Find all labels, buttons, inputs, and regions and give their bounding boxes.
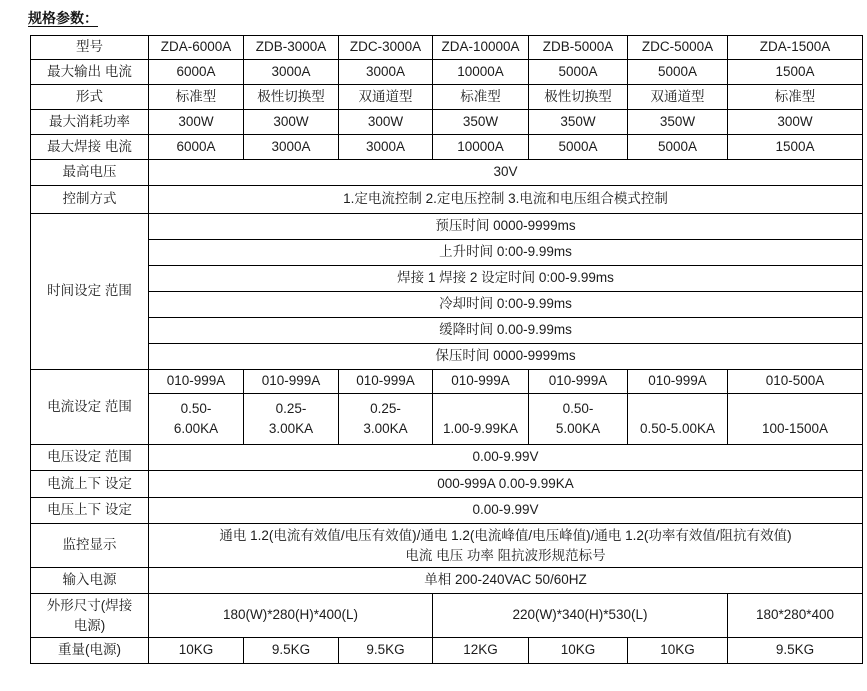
time-range-item: 保压时间 0000-9999ms xyxy=(149,344,863,370)
model-cell: ZDC-3000A xyxy=(339,36,433,60)
dim-label-line: 外形尺寸(焊接 xyxy=(46,597,133,613)
row-label: 输入电源 xyxy=(31,568,149,594)
value-cell-span: 单相 200-240VAC 50/60HZ xyxy=(149,568,863,594)
row-time-range-6 xyxy=(31,344,863,370)
row-time-range-5 xyxy=(31,318,863,344)
current-range-cell: 010-999A xyxy=(628,370,728,394)
time-range-item: 焊接 1 焊接 2 设定时间 0:00-9.99ms xyxy=(149,266,863,292)
weight-cell: 10KG xyxy=(149,638,244,664)
row-dimensions xyxy=(31,594,863,638)
value-cell: 300W xyxy=(149,110,244,135)
value-cell: 极性切换型 xyxy=(244,85,339,110)
row-max-power xyxy=(31,110,863,135)
row-label: 最大消耗功率 xyxy=(31,110,149,135)
range-line: 6.00KA xyxy=(173,421,219,436)
value-cell: 极性切换型 xyxy=(529,85,628,110)
model-cell: ZDB-3000A xyxy=(244,36,339,60)
current-range-cell xyxy=(728,394,863,445)
current-range-cell xyxy=(244,394,339,445)
row-monitor-display xyxy=(31,524,863,568)
row-control-mode xyxy=(31,186,863,214)
row-weight xyxy=(31,638,863,664)
model-cell: ZDA-10000A xyxy=(433,36,529,60)
dimension-cell: 220(W)*340(H)*530(L) xyxy=(433,594,728,638)
time-range-item: 缓降时间 0.00-9.99ms xyxy=(149,318,863,344)
value-cell-span: 0.00-9.99V xyxy=(149,498,863,524)
row-max-voltage xyxy=(31,160,863,186)
weight-cell: 10KG xyxy=(529,638,628,664)
value-cell: 10000A xyxy=(433,60,529,85)
range-line: 3.00KA xyxy=(268,421,314,436)
value-cell: 3000A xyxy=(244,135,339,160)
row-current-limit xyxy=(31,471,863,498)
row-label: 重量(电源) xyxy=(31,638,149,664)
weight-cell: 9.5KG xyxy=(339,638,433,664)
model-row-label: 型号 xyxy=(31,36,149,60)
model-cell: ZDA-1500A xyxy=(728,36,863,60)
range-line: 0.50-5.00KA xyxy=(639,421,716,436)
monitor-display-cell xyxy=(149,524,863,568)
time-range-item: 冷却时间 0:00-9.99ms xyxy=(149,292,863,318)
row-model xyxy=(31,36,863,60)
row-label-current-range: 电流设定 范围 xyxy=(31,370,149,445)
row-label: 最大输出 电流 xyxy=(31,60,149,85)
row-max-output-current xyxy=(31,60,863,85)
value-cell: 5000A xyxy=(529,135,628,160)
row-label-dimensions xyxy=(31,594,149,638)
model-cell: ZDA-6000A xyxy=(149,36,244,60)
value-cell: 双通道型 xyxy=(628,85,728,110)
range-line: 0.50- xyxy=(562,401,594,416)
row-label: 电流上下 设定 xyxy=(31,471,149,498)
row-input-power xyxy=(31,568,863,594)
weight-cell: 12KG xyxy=(433,638,529,664)
value-cell: 6000A xyxy=(149,135,244,160)
current-range-cell: 010-999A xyxy=(433,370,529,394)
value-cell: 标准型 xyxy=(149,85,244,110)
row-label: 电压上下 设定 xyxy=(31,498,149,524)
current-range-cell xyxy=(529,394,628,445)
current-range-cell: 010-500A xyxy=(728,370,863,394)
time-range-item: 预压时间 0000-9999ms xyxy=(149,214,863,240)
weight-cell: 9.5KG xyxy=(728,638,863,664)
row-time-range-2 xyxy=(31,240,863,266)
row-label: 控制方式 xyxy=(31,186,149,214)
value-cell-span: 0.00-9.99V xyxy=(149,445,863,471)
range-line: 0.25- xyxy=(370,401,401,416)
range-line: 1.00-9.99KA xyxy=(442,421,519,436)
model-cell: ZDC-5000A xyxy=(628,36,728,60)
value-cell: 标准型 xyxy=(433,85,529,110)
value-cell: 350W xyxy=(433,110,529,135)
current-range-cell xyxy=(628,394,728,445)
value-cell: 1500A xyxy=(728,135,863,160)
row-label: 电压设定 范围 xyxy=(31,445,149,471)
value-cell-span: 1.定电流控制 2.定电压控制 3.电流和电压组合模式控制 xyxy=(149,186,863,214)
value-cell: 双通道型 xyxy=(339,85,433,110)
value-cell-span: 30V xyxy=(149,160,863,186)
monitor-line: 通电 1.2(电流有效值/电压有效值)/通电 1.2(电流峰值/电压峰值)/通电 1.2(功率有效值/阻抗有效值) xyxy=(219,527,792,543)
current-range-cell: 010-999A xyxy=(529,370,628,394)
value-cell: 10000A xyxy=(433,135,529,160)
row-label-time-range: 时间设定 范围 xyxy=(31,214,149,370)
current-range-cell xyxy=(339,394,433,445)
value-cell: 350W xyxy=(628,110,728,135)
value-cell: 300W xyxy=(244,110,339,135)
value-cell: 5000A xyxy=(529,60,628,85)
row-voltage-limit xyxy=(31,498,863,524)
row-time-range-3 xyxy=(31,266,863,292)
row-time-range-4 xyxy=(31,292,863,318)
dim-label-line: 电源) xyxy=(73,617,106,633)
current-range-cell: 010-999A xyxy=(149,370,244,394)
weight-cell: 10KG xyxy=(628,638,728,664)
current-range-cell: 010-999A xyxy=(339,370,433,394)
page-title: 规格参数： xyxy=(28,10,98,26)
row-voltage-range xyxy=(31,445,863,471)
value-cell: 3000A xyxy=(339,135,433,160)
row-type xyxy=(31,85,863,110)
value-cell: 1500A xyxy=(728,60,863,85)
weight-cell: 9.5KG xyxy=(244,638,339,664)
model-cell: ZDB-5000A xyxy=(529,36,628,60)
spec-table xyxy=(30,35,863,664)
monitor-line: 电流 电压 功率 阻抗波形规范标号 xyxy=(405,547,606,563)
range-line: 100-1500A xyxy=(761,421,829,436)
value-cell: 300W xyxy=(339,110,433,135)
range-line: 3.00KA xyxy=(363,421,408,436)
row-label: 形式 xyxy=(31,85,149,110)
value-cell: 5000A xyxy=(628,135,728,160)
current-range-cell: 010-999A xyxy=(244,370,339,394)
dimension-cell: 180*280*400 xyxy=(728,594,863,638)
row-current-range-fine xyxy=(31,394,863,445)
current-range-cell xyxy=(433,394,529,445)
range-line: 5.00KA xyxy=(555,421,601,436)
row-current-range-coarse xyxy=(31,370,863,394)
value-cell: 3000A xyxy=(244,60,339,85)
row-label: 最大焊接 电流 xyxy=(31,135,149,160)
value-cell: 300W xyxy=(728,110,863,135)
value-cell: 5000A xyxy=(628,60,728,85)
range-line: 0.25- xyxy=(275,401,307,416)
value-cell: 3000A xyxy=(339,60,433,85)
row-label: 监控显示 xyxy=(31,524,149,568)
time-range-item: 上升时间 0:00-9.99ms xyxy=(149,240,863,266)
value-cell: 标准型 xyxy=(728,85,863,110)
range-line: 0.50- xyxy=(180,401,212,416)
value-cell: 6000A xyxy=(149,60,244,85)
value-cell-span: 000-999A 0.00-9.99KA xyxy=(149,471,863,498)
value-cell: 350W xyxy=(529,110,628,135)
row-label: 最高电压 xyxy=(31,160,149,186)
current-range-cell xyxy=(149,394,244,445)
row-max-weld-current xyxy=(31,135,863,160)
row-time-range-1 xyxy=(31,214,863,240)
dimension-cell: 180(W)*280(H)*400(L) xyxy=(149,594,433,638)
